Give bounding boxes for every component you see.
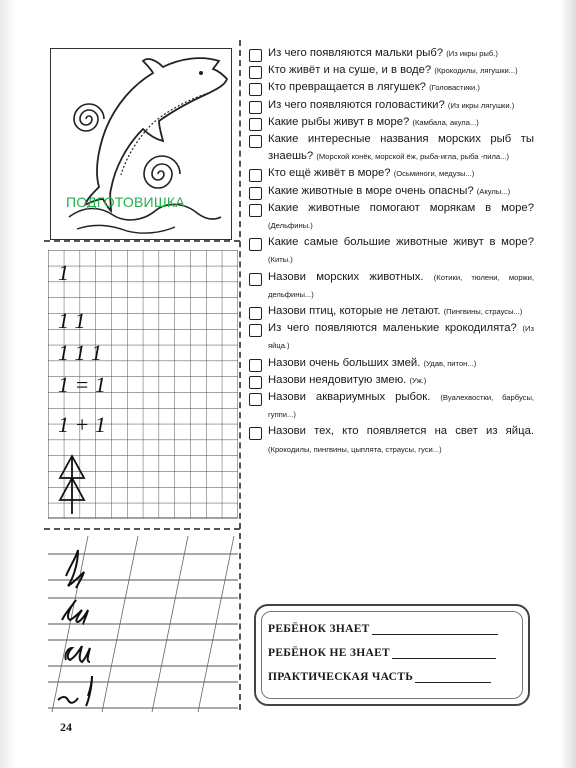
question-item <box>249 320 534 354</box>
grid-paper <box>48 250 238 520</box>
question-item <box>249 303 534 320</box>
question-text: Назови птиц, которые не летают. (Пингвины, страусы...) <box>268 305 523 318</box>
question-checkbox[interactable] <box>249 376 262 389</box>
question-checkbox[interactable] <box>249 359 262 372</box>
question-item <box>249 45 534 62</box>
question-hint: (Пингвины, страусы...) <box>443 307 523 317</box>
question-item <box>249 97 534 114</box>
grid-sample-row3: 1 1 1 <box>58 340 102 365</box>
slanted-lines <box>48 536 238 712</box>
question-item <box>249 200 534 234</box>
question-checkbox[interactable] <box>249 427 262 440</box>
question-item <box>249 269 534 303</box>
watermark-text: ПОДГОТОВИШКА <box>66 194 185 210</box>
not-knows-row <box>268 646 496 659</box>
question-checkbox[interactable] <box>249 307 262 320</box>
question-checkbox[interactable] <box>249 238 262 251</box>
grid-sample-row1: 1 <box>58 260 69 285</box>
question-hint: (Крокодилы, пингвины, цыплята, страусы, гуси...) <box>268 444 442 454</box>
question-text: Кто ещё живёт в море? (Осьминоги, медузы...) <box>268 167 475 180</box>
question-hint: (Киты.) <box>268 255 293 265</box>
question-checkbox[interactable] <box>249 204 262 217</box>
cursive-practice <box>48 536 238 712</box>
question-hint: (Акулы...) <box>476 186 511 196</box>
question-hint: (Морской конёк, морской ёж, рыба-игла, рыба -пила...) <box>316 152 509 162</box>
question-checkbox[interactable] <box>249 101 262 114</box>
question-item <box>249 114 534 131</box>
question-list <box>249 45 534 458</box>
grid-sample-row5: 1 + 1 <box>58 412 106 437</box>
cursive-letters <box>58 550 92 706</box>
question-text: Кто превращается в лягушек? (Головастики.) <box>268 81 480 94</box>
not-knows-label: РЕБЁНОК НЕ ЗНАЕТ <box>268 647 391 659</box>
grid-sample-row2: 1 1 <box>58 308 86 333</box>
question-checkbox[interactable] <box>249 118 262 131</box>
question-checkbox[interactable] <box>249 393 262 406</box>
question-item <box>249 62 534 79</box>
question-hint: (Осьминоги, медузы...) <box>393 169 475 179</box>
knows-row <box>268 622 498 635</box>
question-text: Какие животные помогают морякам в море? (Дельфины.) <box>268 201 534 231</box>
knows-label: РЕБЁНОК ЗНАЕТ <box>268 623 370 635</box>
question-text: Какие животные в море очень опасны? (Акулы...) <box>268 184 511 197</box>
question-item <box>249 423 534 457</box>
question-item <box>249 234 534 268</box>
question-checkbox[interactable] <box>249 135 262 148</box>
question-hint: (Котики, тюлени, моржи, дельфины...) <box>268 272 534 299</box>
not-knows-blank[interactable] <box>392 646 496 659</box>
section-divider <box>44 528 240 530</box>
question-hint: (Крокодилы, лягушки...) <box>434 66 518 76</box>
column-divider <box>239 40 241 710</box>
grid-sample-row4: 1 = 1 <box>58 372 106 397</box>
question-item <box>249 131 534 165</box>
section-divider <box>44 240 240 242</box>
question-hint: (Головастики.) <box>429 83 480 93</box>
question-item <box>249 372 534 389</box>
page-number: 24 <box>60 720 72 734</box>
question-hint: (Дельфины.) <box>268 221 313 231</box>
practical-label: ПРАКТИЧЕСКАЯ ЧАСТЬ <box>268 671 414 683</box>
question-item <box>249 183 534 200</box>
dolphin-illustration <box>51 49 231 239</box>
question-hint: (Уж.) <box>409 375 427 385</box>
assessment-box <box>254 604 530 706</box>
question-text: Назови морских животных. (Котики, тюлени, моржи, дельфины...) <box>268 270 534 299</box>
dolphin-picture-frame <box>50 48 232 240</box>
question-checkbox[interactable] <box>249 49 262 62</box>
practical-row <box>268 670 491 683</box>
question-text: Назови аквариумных рыбок. (Вуалехвостки, барбусы, гуппи...) <box>268 391 535 420</box>
question-item <box>249 355 534 372</box>
question-hint: (Камбала, акула...) <box>412 117 479 127</box>
question-hint: (Из икры рыб.) <box>446 49 498 58</box>
question-text: Назови неядовитую змею. (Уж.) <box>268 373 427 386</box>
question-item <box>249 165 534 182</box>
question-text: Какие интересные названия морских рыб ты знаешь? (Морской конёк, морской ёж, рыба-игла, рыба -пила...) <box>268 133 534 163</box>
question-checkbox[interactable] <box>249 83 262 96</box>
question-text: Какие самые большие животные живут в море? (Киты.) <box>268 236 534 265</box>
question-checkbox[interactable] <box>249 273 262 286</box>
question-text: Назови тех, кто появляется на свет из яйца. (Крокодилы, пингвины, цыплята, страусы, гуси...) <box>268 425 534 454</box>
question-item <box>249 79 534 96</box>
writing-grid <box>48 250 238 520</box>
question-text: Какие рыбы живут в море? (Камбала, акула...) <box>268 115 479 128</box>
question-checkbox[interactable] <box>249 169 262 182</box>
question-hint: (Удав, питон...) <box>423 358 477 368</box>
question-text: Из чего появляются мальки рыб? (Из икры рыб.) <box>268 47 498 59</box>
knows-blank[interactable] <box>372 622 498 635</box>
question-hint: (Вуалехвостки, барбусы, гуппи...) <box>268 393 535 420</box>
question-text: Из чего появляются маленькие крокодилята? (Из яйца.) <box>268 322 534 351</box>
question-checkbox[interactable] <box>249 187 262 200</box>
question-checkbox[interactable] <box>249 324 262 337</box>
question-item <box>249 389 534 423</box>
question-text: Кто живёт и на суше, и в воде? (Крокодилы, лягушки...) <box>268 64 518 77</box>
question-hint: (Из яйца.) <box>268 324 534 351</box>
question-text: Назови очень больших змей. (Удав, питон...) <box>268 356 477 369</box>
question-text: Из чего появляются головастики? (Из икры лягушки.) <box>268 98 515 111</box>
practical-blank[interactable] <box>415 670 491 683</box>
question-hint: (Из икры лягушки.) <box>447 100 515 110</box>
question-checkbox[interactable] <box>249 66 262 79</box>
